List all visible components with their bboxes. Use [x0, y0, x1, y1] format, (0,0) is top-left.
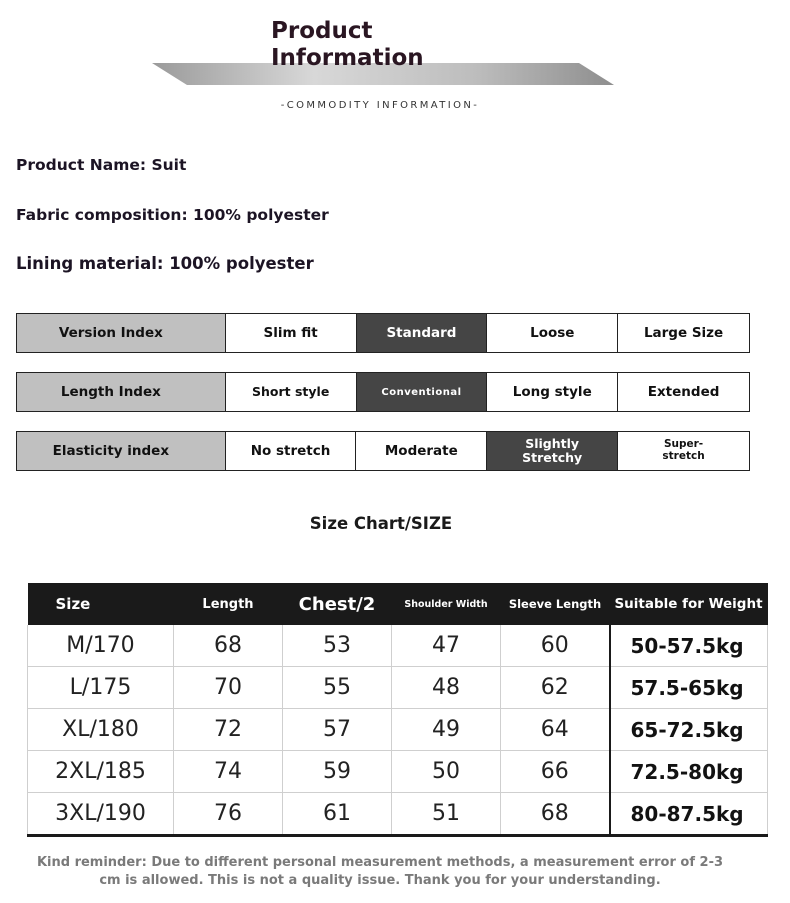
version-option-loose: Loose — [486, 314, 617, 352]
cell-size: XL/180 — [28, 709, 174, 751]
cell-chest: 55 — [283, 667, 392, 709]
cell-chest: 61 — [283, 793, 392, 836]
page-subtitle: -COMMODITY INFORMATION- — [280, 100, 480, 111]
cell-weight: 80-87.5kg — [610, 793, 768, 836]
cell-chest: 59 — [283, 751, 392, 793]
cell-size: M/170 — [28, 625, 174, 667]
table-row — [28, 793, 768, 836]
length-option-short-style: Short style — [225, 373, 356, 411]
kind-reminder — [30, 854, 730, 890]
cell-sleeve: 66 — [501, 751, 610, 793]
cell-weight: 72.5-80kg — [610, 751, 768, 793]
fabric-composition: Fabric composition: 100% polyester — [16, 206, 329, 224]
version-index-label: Version Index — [17, 314, 225, 352]
cell-size: L/175 — [28, 667, 174, 709]
cell-size: 2XL/185 — [28, 751, 174, 793]
size-chart-title: Size Chart/SIZE — [309, 514, 453, 533]
cell-length: 70 — [174, 667, 283, 709]
cell-weight: 50-57.5kg — [610, 625, 768, 667]
length-option-extended: Extended — [617, 373, 749, 411]
cell-shoulder: 48 — [392, 667, 501, 709]
cell-length: 72 — [174, 709, 283, 751]
elasticity-option-moderate: Moderate — [355, 432, 486, 470]
elasticity-index-row — [16, 431, 750, 471]
cell-length: 68 — [174, 625, 283, 667]
title-line-2: Information — [271, 45, 424, 71]
product-info-header — [0, 0, 790, 125]
cell-length: 76 — [174, 793, 283, 836]
reminder-line-1: Kind reminder: Due to different personal measurement methods, a measurement error of 2-3 — [36, 855, 724, 870]
lining-material: Lining material: 100% polyester — [16, 254, 314, 273]
elasticity-index-label: Elasticity index — [17, 432, 225, 470]
header-size: Size — [28, 583, 174, 625]
cell-sleeve: 60 — [501, 625, 610, 667]
elasticity-option-no-stretch: No stretch — [225, 432, 356, 470]
cell-shoulder: 47 — [392, 625, 501, 667]
header-sleeve-length: Sleeve Length — [501, 583, 610, 625]
table-header-row — [28, 583, 768, 625]
table-row — [28, 667, 768, 709]
cell-shoulder: 50 — [392, 751, 501, 793]
cell-sleeve: 68 — [501, 793, 610, 836]
cell-sleeve: 64 — [501, 709, 610, 751]
version-option-large-size: Large Size — [617, 314, 749, 352]
cell-sleeve: 62 — [501, 667, 610, 709]
reminder-line-2: cm is allowed. This is not a quality issue. Thank you for your understanding. — [99, 873, 661, 888]
cell-chest: 57 — [283, 709, 392, 751]
cell-shoulder: 51 — [392, 793, 501, 836]
length-option-conventional: Conventional — [356, 373, 487, 411]
length-index-row — [16, 372, 750, 412]
header-suitable-weight: Suitable for Weight — [610, 583, 768, 625]
table-row — [28, 625, 768, 667]
cell-chest: 53 — [283, 625, 392, 667]
table-row — [28, 709, 768, 751]
title-line-1: Product — [271, 18, 373, 44]
header-length: Length — [174, 583, 283, 625]
cell-weight: 57.5-65kg — [610, 667, 768, 709]
page-title — [271, 18, 424, 72]
cell-length: 74 — [174, 751, 283, 793]
version-index-row — [16, 313, 750, 353]
header-shoulder-width: Shoulder Width — [392, 583, 501, 625]
cell-weight: 65-72.5kg — [610, 709, 768, 751]
header-chest: Chest/2 — [283, 583, 392, 625]
cell-size: 3XL/190 — [28, 793, 174, 836]
length-index-label: Length Index — [17, 373, 225, 411]
cell-shoulder: 49 — [392, 709, 501, 751]
size-chart-table — [27, 583, 768, 837]
table-row — [28, 751, 768, 793]
product-name: Product Name: Suit — [16, 156, 187, 174]
elasticity-option-slightly-stretchy: Slightly Stretchy — [486, 432, 617, 470]
length-option-long-style: Long style — [486, 373, 617, 411]
elasticity-option-super-stretch: Super-stretch — [617, 432, 749, 470]
version-option-standard: Standard — [356, 314, 487, 352]
version-option-slim-fit: Slim fit — [225, 314, 356, 352]
